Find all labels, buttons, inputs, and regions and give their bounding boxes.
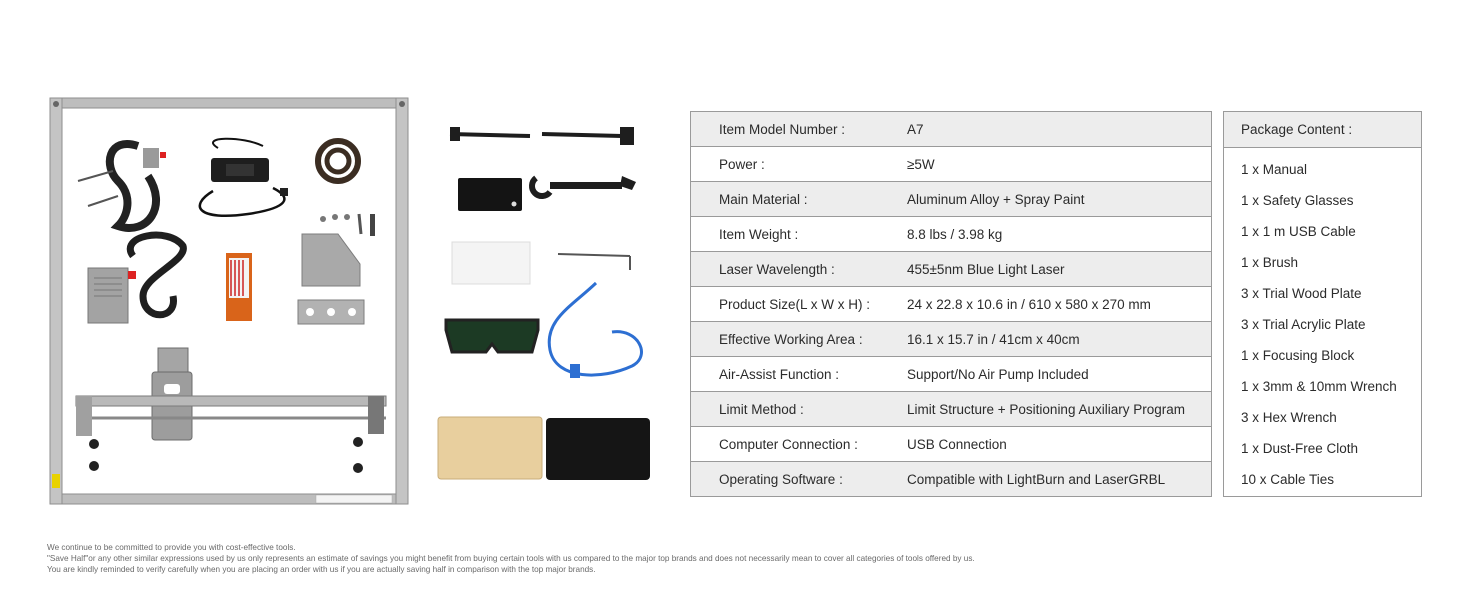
- package-item: 1 x 3mm & 10mm Wrench: [1241, 379, 1397, 394]
- spec-label: Air-Assist Function :: [719, 366, 840, 382]
- spec-label: Limit Method :: [719, 401, 804, 417]
- spec-label: Laser Wavelength :: [719, 261, 835, 277]
- package-item: 1 x Dust-Free Cloth: [1241, 441, 1359, 456]
- spec-label: Product Size(L x W x H) :: [719, 296, 871, 312]
- spec-value: ≥5W: [907, 156, 935, 172]
- spec-row: [691, 112, 1211, 147]
- disclaimer: [47, 542, 1147, 575]
- disclaimer-line: You are kindly reminded to verify carefully when you are placing an order with us if you are actually saving half in comparison with the top major brands.: [47, 565, 596, 574]
- package-item: 3 x Hex Wrench: [1241, 410, 1337, 425]
- spec-value: 16.1 x 15.7 in / 41cm x 40cm: [907, 331, 1080, 347]
- spec-value: 24 x 22.8 x 10.6 in / 610 x 580 x 270 mm: [907, 296, 1151, 312]
- spec-label: Operating Software :: [719, 471, 843, 487]
- package-item: 1 x 1 m USB Cable: [1241, 224, 1356, 239]
- spec-value: Compatible with LightBurn and LaserGRBL: [907, 471, 1166, 487]
- package-content-title: Package Content :: [1224, 112, 1421, 148]
- spec-value: Limit Structure + Positioning Auxiliary Program: [907, 401, 1185, 417]
- spec-label: Item Weight :: [719, 226, 799, 242]
- package-item: 1 x Brush: [1241, 255, 1299, 270]
- accessories-image: [432, 118, 652, 488]
- engraver-kit-image: [48, 96, 410, 508]
- spec-row: [691, 462, 1211, 496]
- spec-value: 8.8 lbs / 3.98 kg: [907, 226, 1003, 242]
- spec-row: [691, 322, 1211, 357]
- spec-row: [691, 357, 1211, 392]
- spec-row: [691, 287, 1211, 322]
- package-content-table: [1223, 111, 1422, 497]
- package-item: 3 x Trial Wood Plate: [1241, 286, 1362, 301]
- package-item: 1 x Focusing Block: [1241, 348, 1355, 363]
- spec-label: Main Material :: [719, 191, 808, 207]
- package-item: 3 x Trial Acrylic Plate: [1241, 317, 1366, 332]
- spec-label: Effective Working Area :: [719, 331, 863, 347]
- package-content-list: [1224, 148, 1421, 495]
- spec-value: A7: [907, 121, 924, 137]
- spec-label: Computer Connection :: [719, 436, 858, 452]
- spec-row: [691, 147, 1211, 182]
- spec-value: Support/No Air Pump Included: [907, 366, 1089, 382]
- package-item: 1 x Safety Glasses: [1241, 193, 1354, 208]
- spec-row: [691, 252, 1211, 287]
- disclaimer-line: We continue to be committed to provide you with cost-effective tools.: [47, 543, 296, 552]
- disclaimer-line: "Save Half"or any other similar expressions used by us only represents an estimate of savings you might benefit from buying certain tools with us compared to the major top brands and does not necessarily mean to cover all categories of tools offered by us.: [47, 554, 975, 563]
- spec-label: Item Model Number :: [719, 121, 846, 137]
- spec-row: [691, 217, 1211, 252]
- spec-value: Aluminum Alloy + Spray Paint: [907, 191, 1085, 207]
- spec-label: Power :: [719, 156, 765, 172]
- package-item: 1 x Manual: [1241, 162, 1308, 177]
- spec-row: [691, 392, 1211, 427]
- spec-row: [691, 182, 1211, 217]
- spec-value: USB Connection: [907, 436, 1007, 452]
- spec-row: [691, 427, 1211, 462]
- package-item: 10 x Cable Ties: [1241, 472, 1335, 487]
- spec-table: [690, 111, 1212, 497]
- spec-value: 455±5nm Blue Light Laser: [907, 261, 1065, 277]
